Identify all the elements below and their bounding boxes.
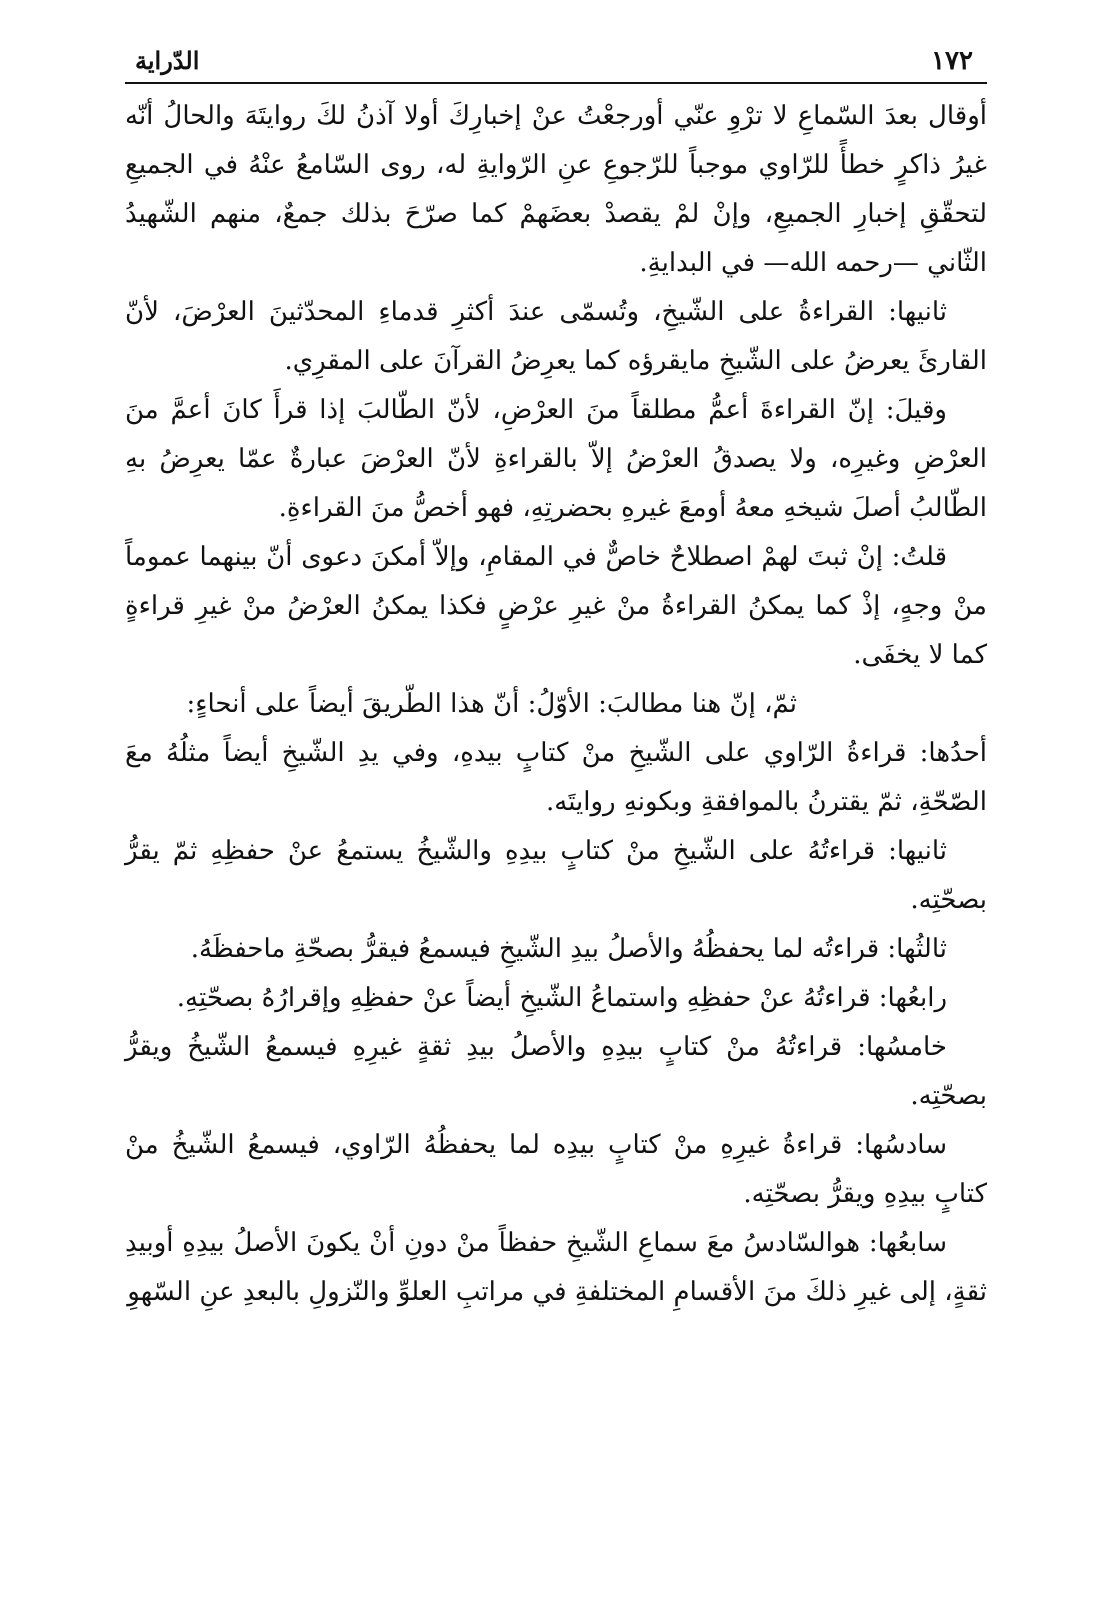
paragraph-1: أوقال بعدَ السّماعِ لا ترْوِ عنّي أورجعْتُ عنْ إخبارِكَ أولا آذنُ لكَ روايتَهَ والحالُ أنّه غيرُ ذاكرٍ خطأً للرّاوي موجباً للرّجوعِ عنِ الرّوايةِ له، روى السّامعُ عنْهُ في الجميعِ لتحقّقِ إخبارِ الجميعِ، وإنْ لمْ يقصدْ بعضَهمْ كما صرّحَ بذلك جمعٌ، منهم الشّهيدُ الثّاني —رحمه الله— في البدايةِ. (125, 101, 987, 278)
paragraph-6: أحدُها: قراءةُ الرّاوي على الشّيخِ منْ كتابٍ بيدهِ، وفي يدِ الشّيخِ أيضاً مثلُهُ معَ الصّحّةِ، ثمّ يقترنُ بالموافقةِ وبكونهِ روايتَه. (125, 738, 987, 817)
paragraph-3: وقيلَ: إنّ القراءةَ أعمُّ مطلقاً منَ العرْضِ، لأنّ الطّالبَ إذا قرأَ كانَ أعمَّ منَ العرْضِ وغيرِه، ولا يصدقُ العرْضُ إلاّ بالقراءةِ لأنّ العرْضَ عبارةٌ عمّا يعرِضُ بهِ الطّالبُ أصلَ شيخهِ معهُ أومعَ غيرهِ بحضرتِهِ، فهو أخصُّ منَ القراءةِ. (125, 395, 987, 523)
book-title: الدّراية (135, 46, 200, 75)
paragraph-11: سادسُها: قراءةُ غيرِهِ منْ كتابٍ بيدِه لما يحفظُهُ الرّاوي، فيسمعُ الشّيخُ منْ كتابٍ بيدِهِ ويقرُّ بصحّتِه. (125, 1130, 987, 1209)
page-number: ١٧٢ (931, 46, 973, 76)
paragraph-9: رابعُها: قراءتُهُ عنْ حفظِهِ واستماعُ الشّيخِ أيضاً عنْ حفظِهِ وإقرارُهُ بصحّتِهِ. (176, 983, 947, 1013)
paragraph-4: قلتُ: إنْ ثبتَ لهمْ اصطلاحٌ خاصٌّ في المقامِ، وإلاّ أمكنَ دعوى أنّ بينهما عموماً منْ وجهٍ، إذْ كما يمكنُ القراءةُ منْ غيرِ عرْضٍ فكذا يمكنُ العرْضُ منْ غيرِ قراءةٍ كما لا يخفَى. (125, 542, 987, 670)
running-head (125, 40, 987, 84)
body-text (125, 92, 987, 1317)
book-page (125, 40, 987, 1520)
paragraph-2: ثانيها: القراءةُ على الشّيخِ، وتُسمّى عندَ أكثرِ قدماءِ المحدّثينَ العرْضَ، لأنّ القارئَ يعرضُ على الشّيخِ مايقرؤه كما يعرِضُ القرآنَ على المقرِي. (125, 297, 987, 376)
paragraph-12: سابعُها: هوالسّادسُ معَ سماعِ الشّيخِ حفظاً منْ دونِ أنْ يكونَ الأصلُ بيدِهِ أوبيدِ ثقةٍ، إلى غيرِ ذلكَ منَ الأقسامِ المختلفةِ في مراتبِ العلوِّ والنّزولِ بالبعدِ عنِ السّهوِ (125, 1228, 987, 1307)
paragraph-7: ثانيها: قراءتُهُ على الشّيخِ منْ كتابٍ بيدِهِ والشّيخُ يستمعُ عنْ حفظِهِ ثمّ يقرُّ بصحّتِه. (125, 836, 987, 915)
paragraph-10: خامسُها: قراءتُهُ منْ كتابٍ بيدِهِ والأصلُ بيدِ ثقةٍ غيرِهِ فيسمعُ الشّيخُ ويقرُّ بصحّتِه. (125, 1032, 987, 1111)
paragraph-5: ثمّ، إنّ هنا مطالبَ: الأوّلُ: أنّ هذا الطّريقَ أيضاً على أنحاءٍ: (186, 689, 797, 719)
paragraph-8: ثالثُها: قراءتُه لما يحفظُهُ والأصلُ بيدِ الشّيخِ فيسمعُ فيقرُّ بصحّةِ ماحفظَهُ. (190, 934, 947, 964)
